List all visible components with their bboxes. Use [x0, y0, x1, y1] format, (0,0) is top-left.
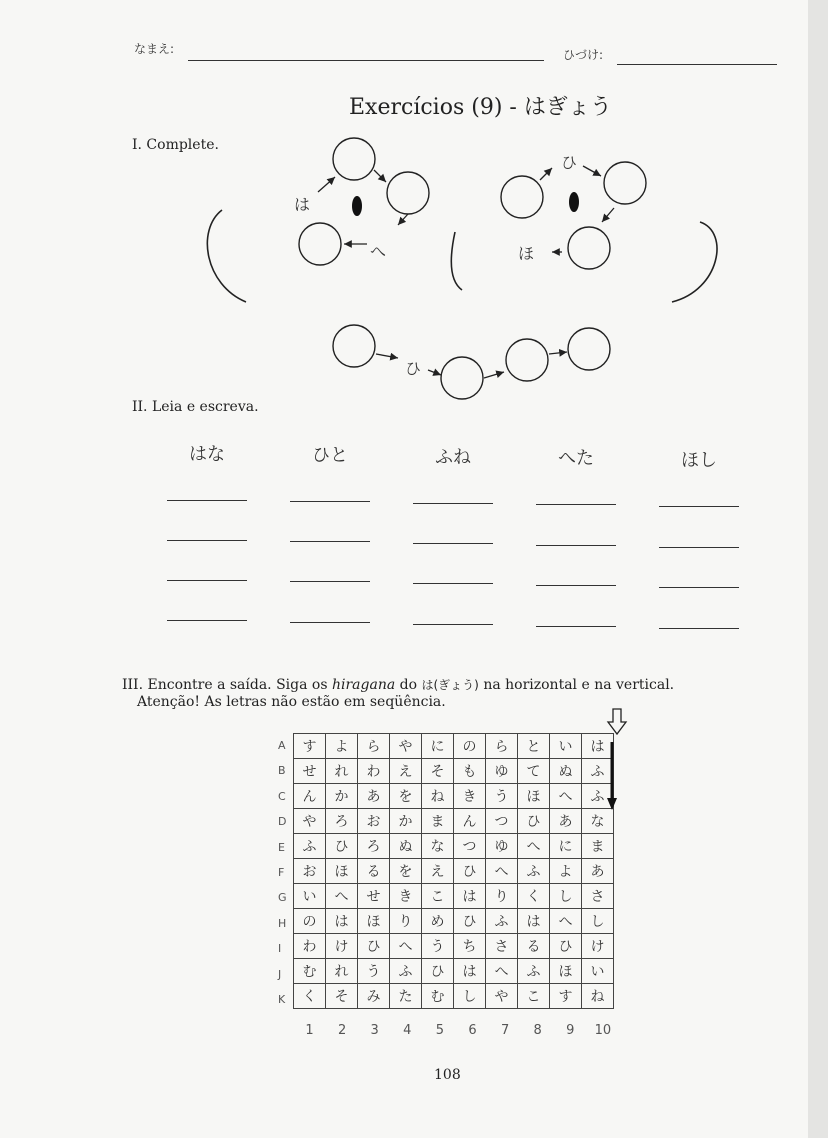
grid-cell[interactable]: あ: [550, 809, 582, 834]
grid-cell[interactable]: ら: [358, 734, 390, 759]
grid-cell[interactable]: ふ: [518, 859, 550, 884]
grid-col-label: 7: [500, 1023, 510, 1038]
grid-cell[interactable]: つ: [486, 809, 518, 834]
name-label: なまえ:: [134, 42, 175, 56]
grid-cell[interactable]: う: [486, 784, 518, 809]
writing-line[interactable]: [659, 628, 739, 629]
writing-line[interactable]: [413, 543, 493, 544]
grid-cell[interactable]: お: [294, 859, 326, 884]
grid-row-label: D: [278, 815, 287, 829]
writing-line[interactable]: [290, 622, 370, 623]
grid-cell[interactable]: の: [454, 734, 486, 759]
writing-line[interactable]: [536, 585, 616, 586]
nose: [451, 232, 462, 290]
name-line: [188, 60, 544, 61]
grid-cell[interactable]: す: [550, 984, 582, 1009]
section1-heading: I. Complete.: [132, 137, 219, 153]
grid-cell[interactable]: お: [358, 809, 390, 834]
grid-row: [294, 759, 614, 784]
grid-row-label: I: [278, 942, 282, 956]
grid-cell[interactable]: む: [294, 959, 326, 984]
grid-col-label: 2: [337, 1023, 347, 1038]
writing-line[interactable]: [290, 501, 370, 502]
grid-cell[interactable]: い: [294, 884, 326, 909]
grid-cell[interactable]: す: [294, 734, 326, 759]
grid-cell[interactable]: あ: [582, 859, 614, 884]
given-kana: ほ: [518, 244, 535, 263]
grid-cell[interactable]: け: [582, 934, 614, 959]
date-line: [617, 64, 777, 65]
grid-col-label: 5: [435, 1023, 445, 1038]
section3-warning: Atenção! As letras não estão em seqüência.: [137, 694, 446, 710]
reading-word: ほし: [681, 450, 717, 471]
grid-cell[interactable]: む: [422, 984, 454, 1009]
grid-cell[interactable]: ぬ: [550, 759, 582, 784]
grid-cell[interactable]: つ: [454, 834, 486, 859]
grid-cell[interactable]: ま: [422, 809, 454, 834]
blank-circle: [501, 176, 543, 218]
grid-cell[interactable]: へ: [550, 909, 582, 934]
grid-row-label: A: [278, 739, 286, 752]
grid-cell[interactable]: ち: [454, 934, 486, 959]
grid-cell[interactable]: え: [422, 859, 454, 884]
writing-line[interactable]: [413, 503, 493, 504]
grid-cell[interactable]: ほ: [358, 909, 390, 934]
grid-cell[interactable]: の: [294, 909, 326, 934]
grid-cell[interactable]: ほ: [550, 959, 582, 984]
grid-cell[interactable]: ろ: [326, 809, 358, 834]
grid-cell[interactable]: わ: [294, 934, 326, 959]
grid-cell[interactable]: う: [358, 959, 390, 984]
grid-cell[interactable]: き: [454, 784, 486, 809]
grid-cell[interactable]: か: [326, 784, 358, 809]
writing-line[interactable]: [659, 547, 739, 548]
grid-cell[interactable]: ね: [422, 784, 454, 809]
face-puzzle-diagram: [190, 125, 750, 415]
grid-cell[interactable]: ほ: [518, 784, 550, 809]
grid-cell[interactable]: せ: [294, 759, 326, 784]
grid-cell[interactable]: ん: [454, 809, 486, 834]
grid-cell[interactable]: し: [550, 884, 582, 909]
drawn-path-stroke: [604, 740, 620, 812]
writing-line[interactable]: [536, 626, 616, 627]
blank-circle: [568, 328, 610, 370]
grid-cell[interactable]: め: [422, 909, 454, 934]
grid-row: [294, 984, 614, 1009]
grid-cell[interactable]: ん: [294, 784, 326, 809]
grid-cell[interactable]: れ: [326, 959, 358, 984]
grid-cell[interactable]: ひ: [550, 934, 582, 959]
grid-col-label: 4: [403, 1023, 412, 1038]
grid-row: [294, 784, 614, 809]
writing-line[interactable]: [413, 624, 493, 625]
grid-cell[interactable]: わ: [358, 759, 390, 784]
grid-cell[interactable]: い: [582, 959, 614, 984]
page-number: 108: [434, 1067, 461, 1083]
grid-cell[interactable]: や: [390, 734, 422, 759]
grid-cell[interactable]: こ: [422, 884, 454, 909]
grid-cell[interactable]: へ: [390, 934, 422, 959]
grid-cell[interactable]: り: [390, 909, 422, 934]
blank-circle: [604, 162, 646, 204]
grid-cell[interactable]: こ: [518, 984, 550, 1009]
grid-cell[interactable]: へ: [486, 959, 518, 984]
writing-line[interactable]: [167, 540, 247, 541]
grid-cell[interactable]: る: [518, 934, 550, 959]
writing-line[interactable]: [536, 545, 616, 546]
grid-row-label: K: [278, 993, 286, 1006]
reading-word: ふね: [435, 447, 471, 468]
date-label: ひづけ:: [563, 48, 604, 62]
grid-cell[interactable]: よ: [326, 734, 358, 759]
grid-row: [294, 934, 614, 959]
grid-cell[interactable]: ひ: [326, 834, 358, 859]
grid-cell[interactable]: は: [326, 909, 358, 934]
grid-cell[interactable]: は: [454, 959, 486, 984]
grid-cell[interactable]: を: [390, 784, 422, 809]
grid-cell[interactable]: ふ: [486, 909, 518, 934]
writing-line[interactable]: [536, 504, 616, 505]
grid-cell[interactable]: そ: [326, 984, 358, 1009]
grid-cell[interactable]: ふ: [582, 759, 614, 784]
grid-cell[interactable]: る: [358, 859, 390, 884]
grid-col-label: 3: [370, 1023, 379, 1038]
blank-circle: [299, 223, 341, 265]
grid-cell[interactable]: あ: [358, 784, 390, 809]
grid-cell[interactable]: せ: [358, 884, 390, 909]
grid-cell[interactable]: そ: [422, 759, 454, 784]
grid-row-label: J: [278, 967, 282, 981]
grid-cell[interactable]: ぬ: [390, 834, 422, 859]
grid-cell[interactable]: き: [390, 884, 422, 909]
grid-row-label: B: [278, 764, 286, 778]
grid-cell[interactable]: れ: [326, 759, 358, 784]
grid-cell[interactable]: に: [422, 734, 454, 759]
grid-cell[interactable]: へ: [550, 784, 582, 809]
grid-cell[interactable]: ひ: [358, 934, 390, 959]
grid-cell[interactable]: い: [550, 734, 582, 759]
grid-cell[interactable]: や: [294, 809, 326, 834]
grid-cell[interactable]: も: [454, 759, 486, 784]
left-eye: [352, 196, 362, 216]
given-kana: ひ: [405, 359, 422, 378]
section3-instruction: III. Encontre a saída. Siga os hiragana do は(ぎょう) na horizontal e na vertical.: [122, 677, 675, 693]
grid-cell[interactable]: よ: [550, 859, 582, 884]
grid-cell[interactable]: か: [390, 809, 422, 834]
grid-cell[interactable]: う: [422, 934, 454, 959]
grid-cell[interactable]: は: [454, 884, 486, 909]
maze-grid: [293, 733, 614, 1009]
grid-cell[interactable]: さ: [486, 934, 518, 959]
grid-cell[interactable]: ゆ: [486, 834, 518, 859]
grid-cell[interactable]: ふ: [390, 959, 422, 984]
grid-cell[interactable]: ら: [486, 734, 518, 759]
grid-cell[interactable]: ね: [582, 984, 614, 1009]
writing-line[interactable]: [290, 541, 370, 542]
grid-row: [294, 909, 614, 934]
grid-row: [294, 734, 614, 759]
reading-word: ひと: [312, 445, 348, 466]
grid-cell[interactable]: ゆ: [486, 759, 518, 784]
grid-row: [294, 959, 614, 984]
grid-cell[interactable]: さ: [582, 884, 614, 909]
grid-cell[interactable]: へ: [486, 859, 518, 884]
blank-circle: [568, 227, 610, 269]
grid-col-label: 6: [468, 1023, 477, 1038]
grid-cell[interactable]: へ: [326, 884, 358, 909]
right-eye: [569, 192, 579, 212]
grid-cell[interactable]: ふ: [582, 784, 614, 809]
grid-cell[interactable]: ふ: [518, 959, 550, 984]
grid-cell[interactable]: ひ: [518, 809, 550, 834]
blank-circle: [387, 172, 429, 214]
section2-heading: II. Leia e escreva.: [132, 399, 259, 415]
right-ear: [672, 222, 717, 302]
grid-cell[interactable]: ひ: [454, 909, 486, 934]
given-kana: ひ: [561, 153, 578, 172]
grid-row-label: H: [278, 916, 287, 930]
grid-cell[interactable]: え: [390, 759, 422, 784]
writing-line[interactable]: [167, 620, 247, 621]
left-ear: [207, 210, 246, 302]
grid-col-label: 10: [594, 1023, 612, 1038]
grid-cell[interactable]: た: [390, 984, 422, 1009]
grid-cell[interactable]: と: [518, 734, 550, 759]
blank-circle: [333, 138, 375, 180]
grid-cell[interactable]: ほ: [326, 859, 358, 884]
grid-cell[interactable]: け: [326, 934, 358, 959]
blank-circle: [441, 357, 483, 399]
grid-cell[interactable]: り: [486, 884, 518, 909]
reading-word: はな: [189, 444, 225, 465]
grid-row: [294, 859, 614, 884]
writing-line[interactable]: [167, 580, 247, 581]
grid-row-label: C: [278, 789, 286, 803]
grid-cell[interactable]: に: [550, 834, 582, 859]
page-title: Exercícios (9) - はぎょう: [349, 95, 612, 120]
grid-cell[interactable]: な: [582, 809, 614, 834]
writing-line[interactable]: [659, 506, 739, 507]
grid-row-label: F: [278, 866, 285, 879]
grid-col-label: 8: [533, 1023, 542, 1038]
reading-word: へた: [558, 448, 594, 469]
grid-cell[interactable]: し: [582, 909, 614, 934]
grid-cell[interactable]: ひ: [454, 859, 486, 884]
grid-cell[interactable]: み: [358, 984, 390, 1009]
writing-line[interactable]: [167, 500, 247, 501]
grid-row: [294, 834, 614, 859]
given-kana: へ: [370, 242, 387, 261]
writing-line[interactable]: [290, 581, 370, 582]
writing-line[interactable]: [659, 587, 739, 588]
grid-row: [294, 884, 614, 909]
start-arrow-icon: [606, 708, 628, 736]
grid-cell[interactable]: は: [518, 909, 550, 934]
grid-cell[interactable]: ろ: [358, 834, 390, 859]
grid-cell[interactable]: な: [422, 834, 454, 859]
grid-col-label: 1: [305, 1023, 314, 1038]
grid-cell[interactable]: ふ: [294, 834, 326, 859]
grid-cell[interactable]: や: [486, 984, 518, 1009]
grid-cell[interactable]: へ: [518, 834, 550, 859]
blank-circle: [333, 325, 375, 367]
writing-line[interactable]: [413, 583, 493, 584]
grid-cell[interactable]: く: [518, 884, 550, 909]
grid-cell[interactable]: ま: [582, 834, 614, 859]
grid-col-label: 9: [566, 1023, 575, 1038]
grid-cell[interactable]: し: [454, 984, 486, 1009]
grid-row: [294, 809, 614, 834]
grid-cell[interactable]: く: [294, 984, 326, 1009]
grid-cell[interactable]: は: [582, 734, 614, 759]
grid-row-label: E: [278, 840, 285, 854]
grid-cell[interactable]: を: [390, 859, 422, 884]
grid-cell[interactable]: て: [518, 759, 550, 784]
blank-circle: [506, 339, 548, 381]
grid-row-label: G: [278, 891, 287, 905]
given-kana: は: [294, 195, 311, 214]
grid-cell[interactable]: ひ: [422, 959, 454, 984]
